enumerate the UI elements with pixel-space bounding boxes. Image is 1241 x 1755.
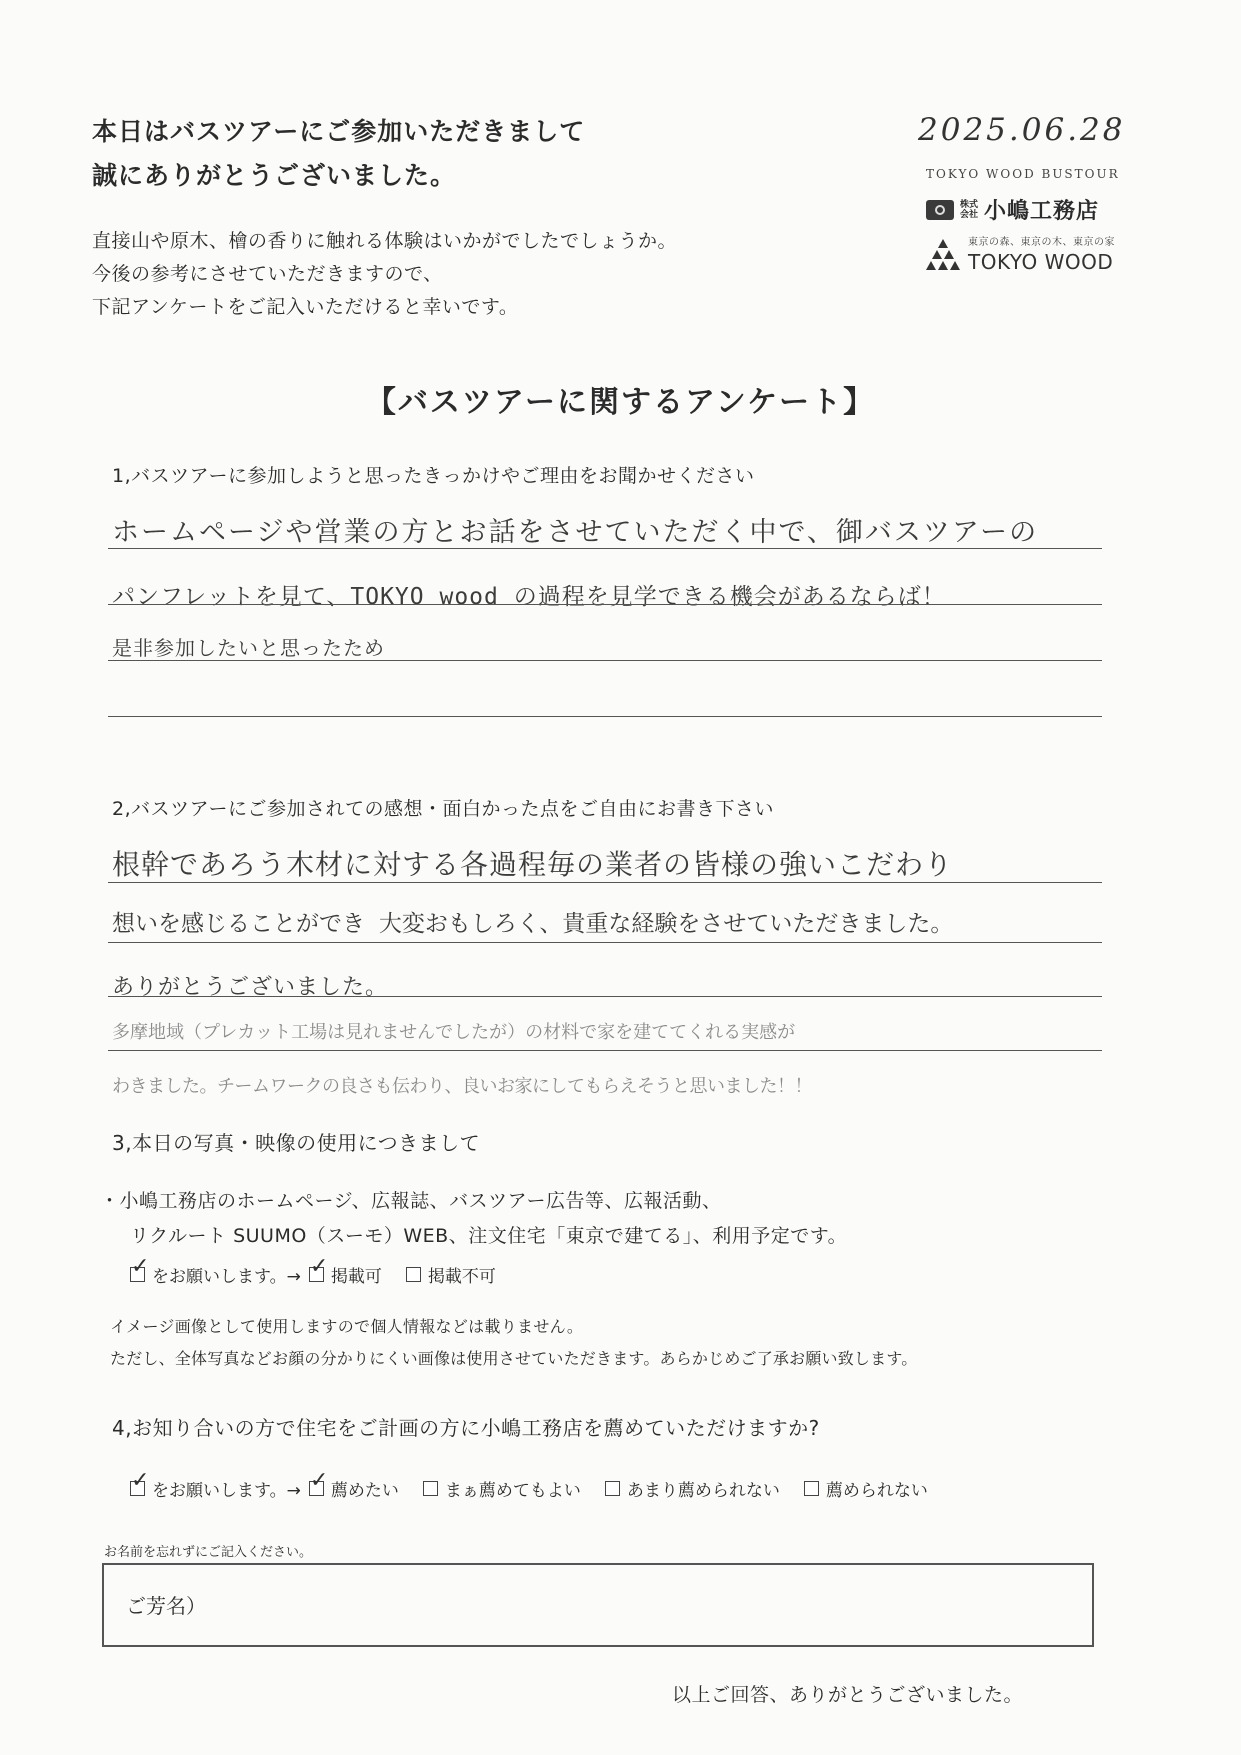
brand-tagline: 東京の森、東京の木、東京の家 bbox=[968, 237, 1115, 248]
answer-2-line-1: 根幹であろう木材に対する各過程毎の業者の皆様の強いこだわり bbox=[112, 848, 954, 881]
brand-logo bbox=[926, 233, 1115, 274]
usage-bullet-line-2: リクルート SUUMO（スーモ）WEB、注文住宅「東京で建てる」、利用予定です。 bbox=[130, 1225, 848, 1247]
check-icon: ✓ bbox=[309, 1254, 329, 1279]
answer-rule bbox=[108, 548, 1102, 549]
answer-rule bbox=[108, 996, 1102, 997]
check-icon: ✓ bbox=[309, 1468, 329, 1493]
answer-1-line-1: ホームページや営業の方とお話をさせていただく中で、御バスツアーの bbox=[112, 517, 1039, 548]
check-icon: ✓ bbox=[131, 1254, 150, 1279]
greeting bbox=[92, 110, 585, 198]
question-4: 4,お知り合いの方で住宅をご計画の方に小嶋工務店を薦めていただけますか? bbox=[112, 1416, 820, 1440]
option-label: 薦められない bbox=[825, 1481, 928, 1501]
checkbox-example bbox=[130, 1468, 150, 1496]
survey-title: 【バスツアーに関するアンケート】 bbox=[365, 385, 876, 420]
answer-1-line-2: パンフレットを見て、TOKYO wood の過程を見学できる機会があるならば！ bbox=[112, 584, 946, 610]
q3-option-publish-ng[interactable] bbox=[406, 1262, 496, 1287]
greeting-line: 誠にありがとうございました。 bbox=[92, 161, 457, 190]
closing-text: 以上ご回答、ありがとうございました。 bbox=[672, 1684, 1024, 1706]
company-name: 小嶋工務店 bbox=[984, 199, 1100, 224]
name-label: ご芳名） bbox=[126, 1594, 206, 1618]
checkbox-no[interactable] bbox=[804, 1481, 819, 1496]
checkbox-publish-ok[interactable] bbox=[309, 1254, 329, 1282]
usage-bullet-line-1: ・小嶋工務店のホームページ、広報誌、バスツアー広告等、広報活動、 bbox=[100, 1190, 722, 1212]
intro-text bbox=[92, 225, 677, 324]
question-2: 2,バスツアーにご参加されての感想・面白かった点をご自由にお書き下さい bbox=[112, 798, 775, 820]
option-label: 掲載可 bbox=[330, 1267, 382, 1287]
answer-rule bbox=[108, 660, 1102, 661]
company-type: 株式会社 bbox=[960, 199, 979, 220]
q4-request bbox=[130, 1468, 301, 1501]
q4-option-recommend[interactable] bbox=[309, 1468, 399, 1501]
q4-options bbox=[130, 1468, 928, 1501]
name-note: お名前を忘れずにご記入ください。 bbox=[104, 1545, 313, 1560]
tour-date: 2025.06.28 bbox=[918, 112, 1126, 148]
answer-rule bbox=[108, 604, 1102, 605]
company-logo bbox=[926, 194, 1099, 225]
brand-name: TOKYO WOOD bbox=[968, 250, 1114, 274]
name-box[interactable] bbox=[102, 1563, 1094, 1647]
answer-2-line-2: 想いを感じることができ 大変おもしろく、貴重な経験をさせていただきました。 bbox=[112, 911, 954, 937]
q3-option-publish-ok[interactable] bbox=[309, 1254, 382, 1287]
q4-option-not-really[interactable] bbox=[605, 1476, 780, 1501]
question-3: 3,本日の写真・映像の使用につきまして bbox=[112, 1131, 481, 1155]
company-logo-icon bbox=[926, 200, 954, 220]
q4-request-text: をお願いします。→ bbox=[152, 1481, 301, 1501]
usage-note-2: ただし、全体写真などお顔の分かりにくい画像は使用させていただきます。あらかじめご了承お願い致します。 bbox=[110, 1349, 918, 1368]
answer-rule bbox=[108, 942, 1102, 943]
checkbox-example bbox=[130, 1254, 150, 1282]
q3-request-text: をお願いします。→ bbox=[152, 1267, 301, 1287]
q3-options bbox=[130, 1254, 520, 1287]
answer-1-line-3: 是非参加したいと思ったため bbox=[112, 636, 385, 660]
tour-name: TOKYO WOOD BUSTOUR bbox=[926, 167, 1120, 181]
checkbox-not-really[interactable] bbox=[605, 1481, 620, 1496]
answer-rule bbox=[108, 716, 1102, 717]
checkbox-recommend[interactable] bbox=[309, 1468, 329, 1496]
intro-line: 下記アンケートをご記入いただけると幸いです。 bbox=[92, 296, 519, 318]
checkbox-publish-ng[interactable] bbox=[406, 1267, 421, 1282]
checkbox-maybe[interactable] bbox=[423, 1481, 438, 1496]
q3-request bbox=[130, 1254, 301, 1287]
answer-rule bbox=[108, 1050, 1102, 1051]
check-icon: ✓ bbox=[131, 1468, 150, 1493]
option-label: 薦めたい bbox=[330, 1481, 399, 1501]
usage-note-1: イメージ画像として使用しますので個人情報などは載りません。 bbox=[110, 1317, 584, 1336]
answer-2-line-3: ありがとうございました。 bbox=[112, 975, 389, 1000]
intro-line: 今後の参考にさせていただきますので、 bbox=[92, 263, 443, 285]
q4-option-no[interactable] bbox=[804, 1476, 928, 1501]
answer-rule bbox=[108, 882, 1102, 883]
option-label: まぁ薦めてもよい bbox=[444, 1481, 581, 1501]
intro-line: 直接山や原木、檜の香りに触れる体験はいかがでしたでしょうか。 bbox=[92, 230, 678, 252]
question-1: 1,バスツアーに参加しようと思ったきっかけやご理由をお聞かせください bbox=[112, 465, 755, 487]
answer-2-line-4: 多摩地域（プレカット工場は見れませんでしたが）の材料で家を建ててくれる実感が bbox=[112, 1022, 796, 1043]
option-label: あまり薦められない bbox=[626, 1481, 780, 1501]
option-label: 掲載不可 bbox=[427, 1267, 496, 1287]
answer-2-line-5: わきました。チームワークの良さも伝わり、良いお家にしてもらえそうと思いました！！ bbox=[112, 1076, 812, 1097]
greeting-line: 本日はバスツアーにご参加いただきまして bbox=[92, 117, 586, 146]
triangle-logo-icon bbox=[926, 237, 960, 271]
q4-option-maybe[interactable] bbox=[423, 1476, 581, 1501]
